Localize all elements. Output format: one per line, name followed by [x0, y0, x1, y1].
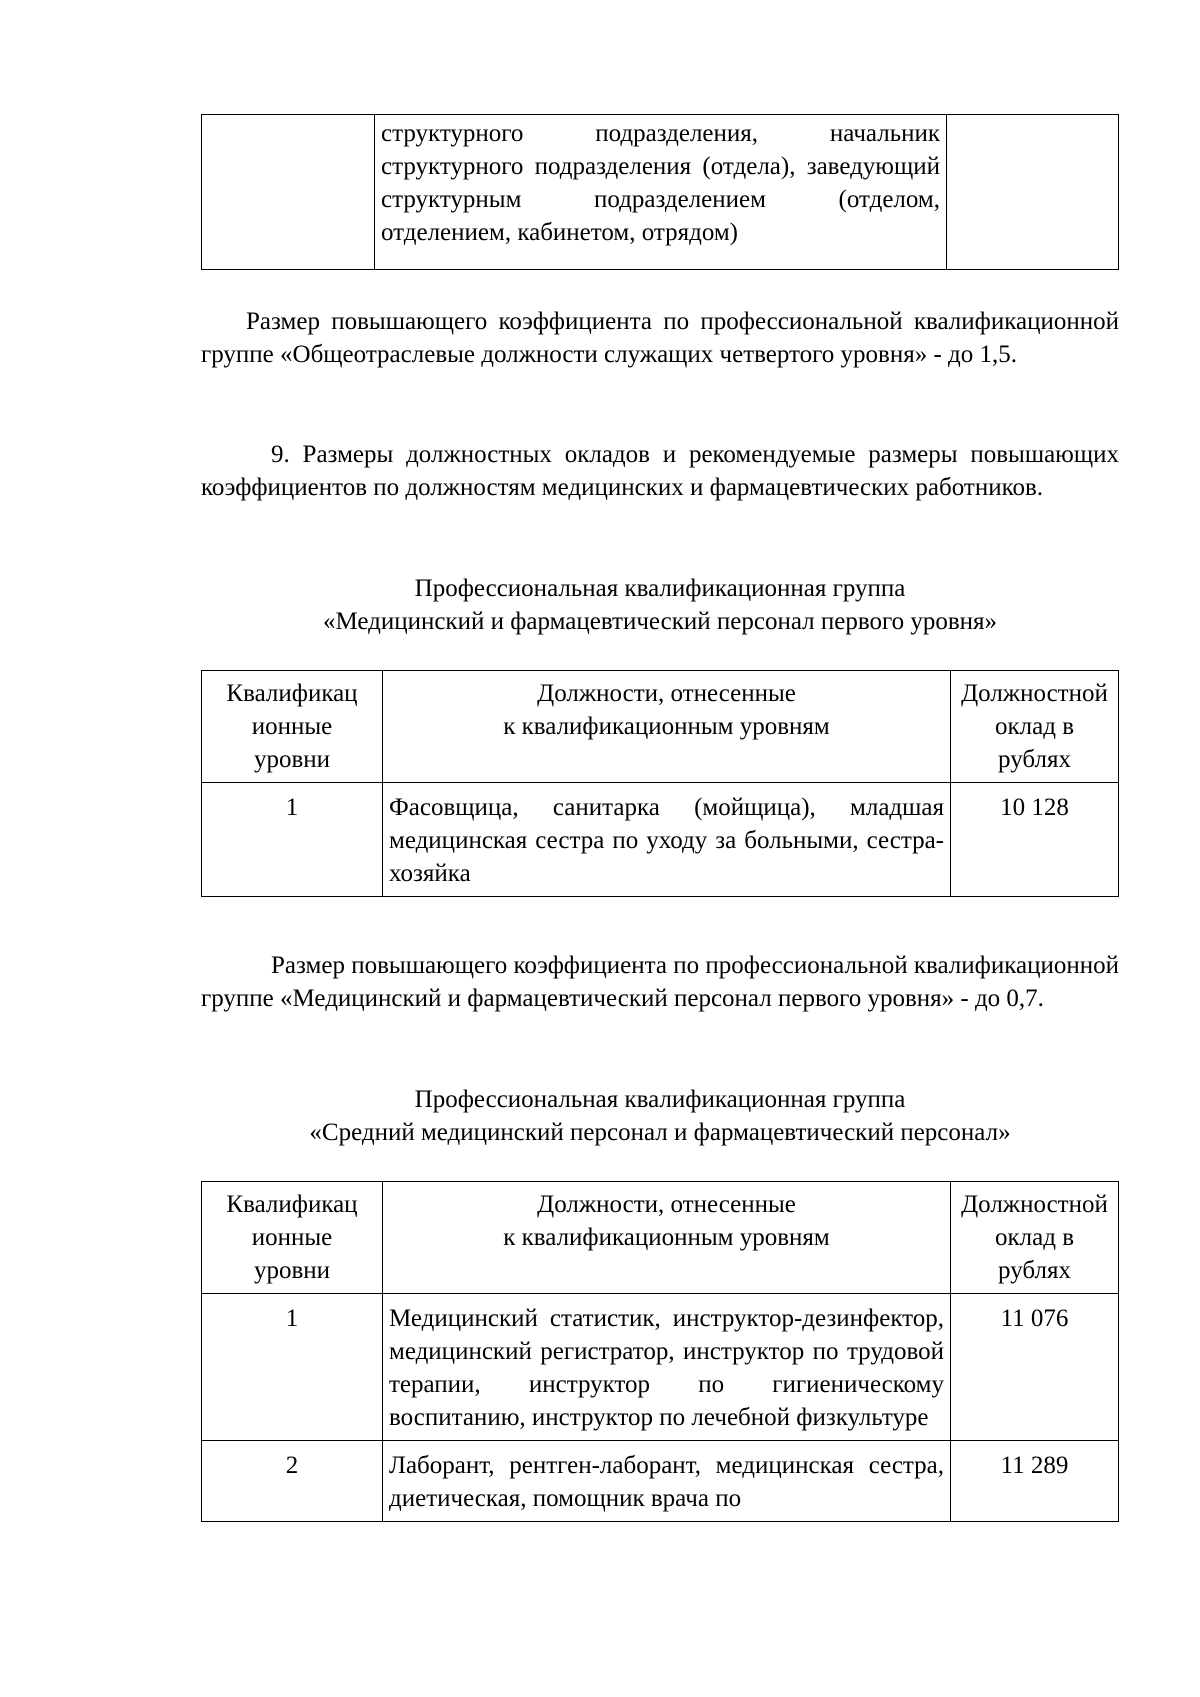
group-2-table: [201, 1181, 1119, 1522]
salary-cell: [947, 115, 1119, 270]
level-cell: 1: [202, 783, 383, 897]
paragraph-section-9: 9. Размеры должностных окладов и рекомендуемые размеры повышающих коэффициентов по должностям медицинских и фармацевтических работников.: [201, 441, 1119, 501]
header-salary: [951, 1182, 1119, 1294]
positions-cell: [375, 115, 947, 270]
group-2-title-line-2: «Средний медицинский персонал и фармацевтический персонал»: [309, 1119, 1011, 1146]
table-row: [202, 783, 1119, 897]
header-level-line-2: ионные: [251, 713, 333, 740]
positions-cell: [383, 783, 951, 897]
header-salary-line-1: Должностной: [961, 1191, 1108, 1218]
table-row: [202, 115, 1119, 270]
header-salary-line-1: Должностной: [961, 680, 1108, 707]
header-salary-line-3: рублях: [998, 1257, 1071, 1284]
table-row: [202, 1441, 1119, 1522]
header-salary-line-3: рублях: [998, 746, 1071, 773]
header-positions-line-1: Должности, отнесенные: [537, 1191, 796, 1218]
salary-cell: 11 289: [951, 1441, 1119, 1522]
group-2-heading: [201, 1083, 1119, 1149]
group-1-title-line-2: «Медицинский и фармацевтический персонал первого уровня»: [322, 608, 998, 635]
continuation-table: [201, 114, 1119, 270]
positions-text: Фасовщица, санитарка (мойщица), младшая медицинская сестра по уходу за больными, сестра-хозяйка: [389, 794, 944, 887]
header-level: [202, 671, 383, 783]
header-salary-line-2: оклад в: [995, 713, 1074, 740]
group-1-table: [201, 670, 1119, 897]
level-cell: [202, 115, 375, 270]
positions-cell: [383, 1441, 951, 1522]
header-positions-line-2: к квалификационным уровням: [503, 713, 830, 740]
table-header-row: [202, 671, 1119, 783]
group-1-title-line-1: Профессиональная квалификационная группа: [414, 575, 906, 602]
header-level-line-3: уровни: [253, 1257, 331, 1284]
group-2-title-line-1: Профессиональная квалификационная группа: [414, 1086, 906, 1113]
positions-text: структурного подразделения, начальник структурного подразделения (отдела), заведующий структурным подразделением (отделом, отделением, кабинетом, отрядом): [381, 120, 940, 246]
table-row: [202, 1294, 1119, 1441]
salary-cell: 11 076: [951, 1294, 1119, 1441]
header-level-line-3: уровни: [253, 746, 331, 773]
header-positions: [383, 1182, 951, 1294]
level-cell: 2: [202, 1441, 383, 1522]
header-level-line-2: ионные: [251, 1224, 333, 1251]
header-level-line-1: Квалификац: [226, 680, 358, 707]
salary-cell: 10 128: [951, 783, 1119, 897]
positions-cell: [383, 1294, 951, 1441]
positions-text: Медицинский статистик, инструктор-дезинфектор, медицинский регистратор, инструктор по трудовой терапии, инструктор по гигиеническому воспитанию, инструктор по лечебной физкультуре: [389, 1305, 944, 1431]
level-cell: 1: [202, 1294, 383, 1441]
header-level: [202, 1182, 383, 1294]
group-1-heading: [201, 572, 1119, 638]
table-header-row: [202, 1182, 1119, 1294]
header-positions-line-2: к квалификационным уровням: [503, 1224, 830, 1251]
header-salary-line-2: оклад в: [995, 1224, 1074, 1251]
positions-text: Лаборант, рентген-лаборант, медицинская сестра, диетическая, помощник врача по: [389, 1452, 944, 1512]
header-level-line-1: Квалификац: [226, 1191, 358, 1218]
header-positions: [383, 671, 951, 783]
header-positions-line-1: Должности, отнесенные: [537, 680, 796, 707]
paragraph-coefficient-1: Размер повышающего коэффициента по профессиональной квалификационной группе «Общеотраслевые должности служащих четвертого уровня» - до 1,5.: [201, 308, 1119, 368]
paragraph-coefficient-2: Размер повышающего коэффициента по профессиональной квалификационной группе «Медицинский и фармацевтический персонал первого уровня» - до 0,7.: [201, 952, 1119, 1012]
header-salary: [951, 671, 1119, 783]
